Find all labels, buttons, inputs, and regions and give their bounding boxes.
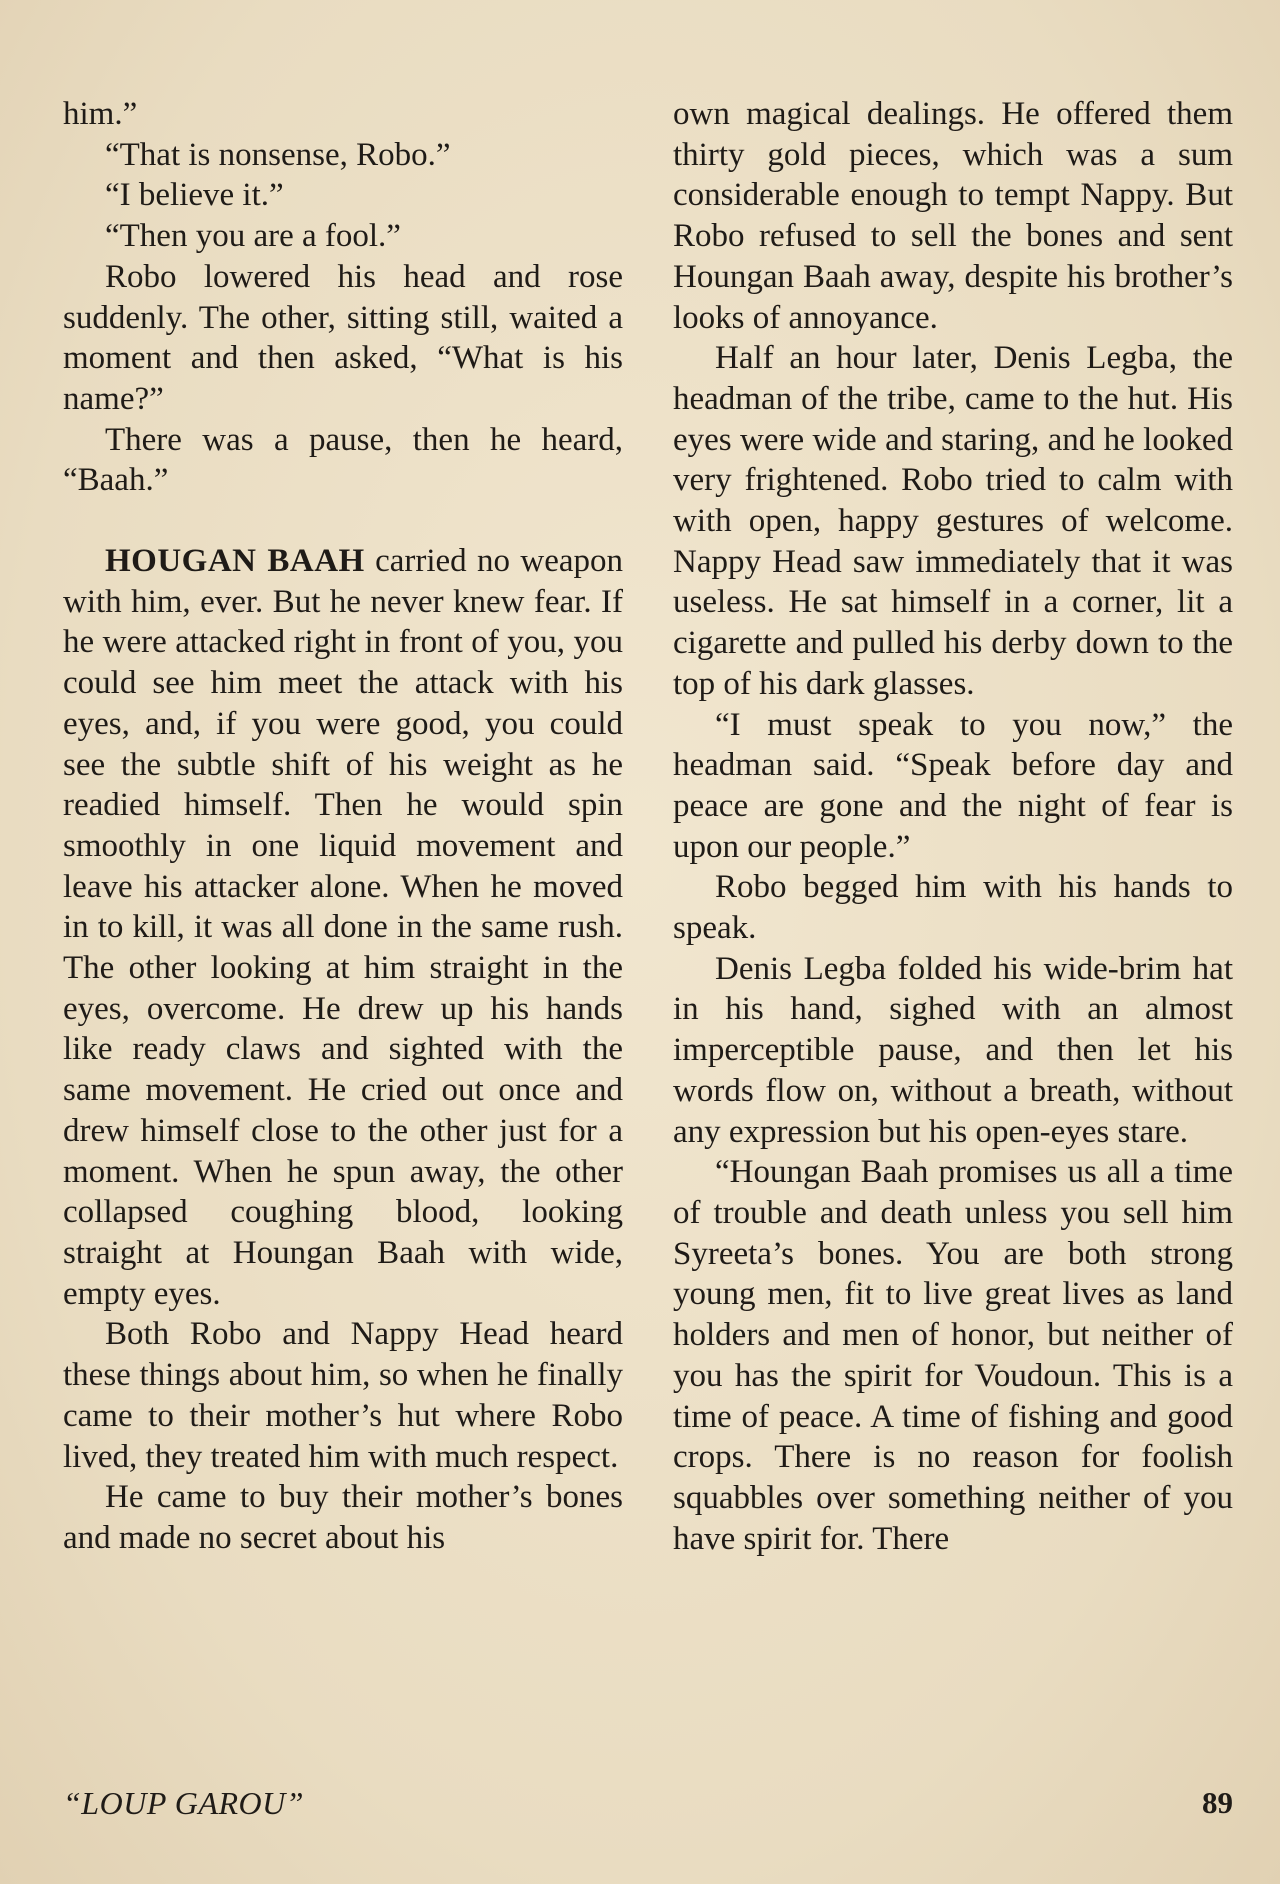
- paragraph: Both Robo and Nappy Head heard these things about him, so when he finally came to their mother’s hut where Robo lived, they treated him with much respect.: [63, 1316, 623, 1475]
- running-title: “LOUP GAROU”: [63, 1785, 304, 1821]
- paragraph: Half an hour later, Denis Legba, the headman of the tribe, came to the hut. His eyes were wide and staring, and he looked very frightened. Robo tried to calm with with open, happy gestures of welcome. Nappy Head saw immediately that it was useless. He sat himself in a corner, lit a cigarette and pulled his derby down to the top of his dark glasses.: [673, 340, 1233, 702]
- paragraph: him.”: [63, 96, 138, 132]
- paragraph: There was a pause, then he heard, “Baah.”: [63, 421, 623, 499]
- paragraph: “Houngan Baah promises us all a time of trouble and death unless you sell him Syreeta’s bones. You are both strong young men, fit to live great lives as land holders and men of honor, but neither of you has the spirit for Voudoun. This is a time of peace. A time of fishing and good crops. There is no reason for foolish squabbles over something neither of you have spirit for. There: [673, 1154, 1233, 1557]
- paragraph: Denis Legba folded his wide-brim hat in his hand, sighed with an almost imperceptible pause, and then let his words flow on, without a breath, without any expression but his open-eyes stare.: [673, 950, 1233, 1150]
- paragraph: “I believe it.”: [105, 177, 284, 214]
- section-lead-in: HOUGAN BAAH: [105, 543, 365, 580]
- page-number: 89: [1202, 1785, 1233, 1820]
- paragraph: “I must speak to you now,” the headman said. “Speak before day and peace are gone and the night of fear is upon our people.”: [673, 706, 1233, 865]
- paragraph-text: carried no weapon with him, ever. But he never knew fear. If he were attacked right in front of you, you could see him meet the attack with his eyes, and, if you were good, you could see the subtle shift of his weight as he readied himself. Then he would spin smoothly in one liquid movement and leave his attacker alone. When he moved in to kill, it was all done in the same rush. The other looking at him straight in the eyes, overcome. He drew up his hands like ready claws and sighted with the same movement. He cried out once and drew himself close to the other just for a moment. When he spun away, the other collapsed coughing blood, looking straight at Houngan Baah with wide, empty eyes.: [63, 543, 623, 1312]
- paragraph: Robo lowered his head and rose suddenly. The other, sitting still, waited a moment and then asked, “What is his name?”: [63, 258, 623, 417]
- paragraph: “Then you are a fool.”: [105, 218, 401, 255]
- paragraph: Robo begged him with his hands to speak.: [673, 869, 1233, 947]
- paragraph: He came to buy their mother’s bones and made no secret about his: [63, 1479, 623, 1556]
- paragraph: “That is nonsense, Robo.”: [105, 136, 451, 173]
- section-paragraph: [63, 541, 623, 1314]
- left-column: [63, 94, 623, 1559]
- paragraph: own magical dealings. He offered them thirty gold pieces, which was a sum considerable enough to tempt Nappy. But Robo refused to sell the bones and sent Houngan Baah away, despite his brother’s looks of annoyance.: [673, 96, 1233, 336]
- right-column: [673, 94, 1233, 1559]
- page-footer: [63, 1785, 1233, 1822]
